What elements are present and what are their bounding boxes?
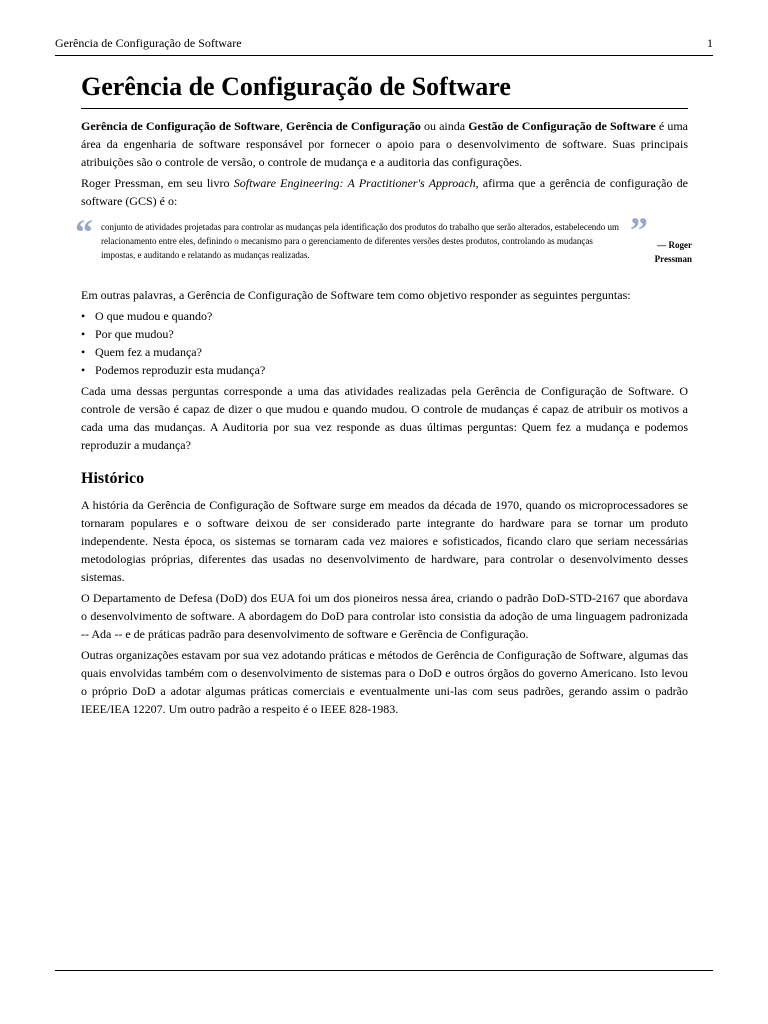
pressman-paragraph: Roger Pressman, em seu livro Software Engineering: A Practitioner's Approach, afirma que a gerência de configuração de software (GCS) é o:: [81, 176, 688, 208]
quote-text: conjunto de atividades projetadas para controlar as mudanças pela identificação dos produtos do trabalho que serão alterados, estabelecendo um relacionamento entre eles, definindo o mecanismo para o gerenciamento de diferentes versões destes produtos, controlando as mudanças impostas, e auditando e relatando as mudanças realizadas.: [101, 222, 620, 260]
intro-bold-term-3: Gestão de Configuração de Software: [468, 119, 656, 133]
history-paragraph: Outras organizações estavam por sua vez adotando práticas e métodos de Gerência de Configuração de Software, algumas das quais envolvidas também com o desenvolvimento de sistemas para o DoD e outros órgãos do governo Americano. Isto levou o próprio DoD a adotar algumas práticas comerciais e eventualmente uni-las com seus padrões, gerando assim o padrão IEEE/IEA 12207. Um outro padrão a respeito é o IEEE 828-1983.: [81, 648, 688, 716]
intro-bold-term-1: Gerência de Configuração de Software: [81, 119, 280, 133]
running-header: [55, 35, 713, 56]
history-paragraph: A história da Gerência de Configuração de Software surge em meados da década de 1970, quando os microprocessadores se tornaram populares e o software deixou de ser considerado parte integrante do hardware para se tornar um produto independente. Nesta época, os sistemas se tornaram cada vez maiores e sofisticados, ficando claro que seriam necessárias metodologias próprias, diferentes das usadas no desenvolvimento de hardware, para controlar o desenvolvimento desses sistemas.: [81, 498, 688, 584]
page-number: 1: [707, 36, 713, 50]
intro-paragraph: Gerência de Configuração de Software, Gerência de Configuração ou ainda Gestão de Configuração de Software é uma área da engenharia de software responsável por fornecer o apoio para o desenvolvimento de software. Suas principais atribuições são o controle de versão, o controle de mudança e a auditoria das configurações.: [81, 119, 688, 169]
book-title: Software Engineering: A Practitioner's Approach: [233, 176, 476, 190]
list-item: • Por que mudou?: [81, 325, 688, 343]
running-title: Gerência de Configuração de Software: [55, 36, 242, 50]
quote-attribution: — Roger Pressman: [654, 240, 692, 264]
list-item: • Quem fez a mudança?: [81, 343, 688, 361]
history-paragraph: O Departamento de Defesa (DoD) dos EUA foi um dos pioneiros nessa área, criando o padrão DoD-STD-2167 que abordava o desenvolvimento de software. A abordagem do DoD para controlar isto consistia da adoção de uma linguagem padronizada -- Ada -- e de práticas padrão para desenvolvimento de software e Gerência de Configuração.: [81, 591, 688, 641]
article-body: [75, 70, 692, 721]
close-quote-icon: ”: [630, 210, 648, 250]
intro-bold-term-2: Gerência de Configuração: [286, 119, 421, 133]
footer-rule: [55, 970, 713, 971]
questions-list: [81, 307, 688, 379]
questions-explanation: Cada uma dessas perguntas corresponde a uma das atividades realizadas pela Gerência de Configuração de Software. O controle de versão é capaz de dizer o que mudou e quando mudou. O controle de mudanças é capaz de atribuir os motivos a cada uma das mudanças. A Auditoria por sua vez responde as duas últimas perguntas: Quem fez a mudança e podemos reproduzir a mudança?: [81, 384, 688, 452]
list-item: • O que mudou e quando?: [81, 307, 688, 325]
questions-intro: Em outras palavras, a Gerência de Configuração de Software tem como objetivo responder as seguintes perguntas:: [81, 288, 631, 302]
history-heading: Histórico: [81, 470, 145, 487]
pressman-quote: [75, 210, 692, 272]
list-item: • Podemos reproduzir esta mudança?: [81, 361, 688, 379]
article-title: Gerência de Configuração de Software: [81, 70, 688, 109]
open-quote-icon: “: [75, 212, 93, 252]
